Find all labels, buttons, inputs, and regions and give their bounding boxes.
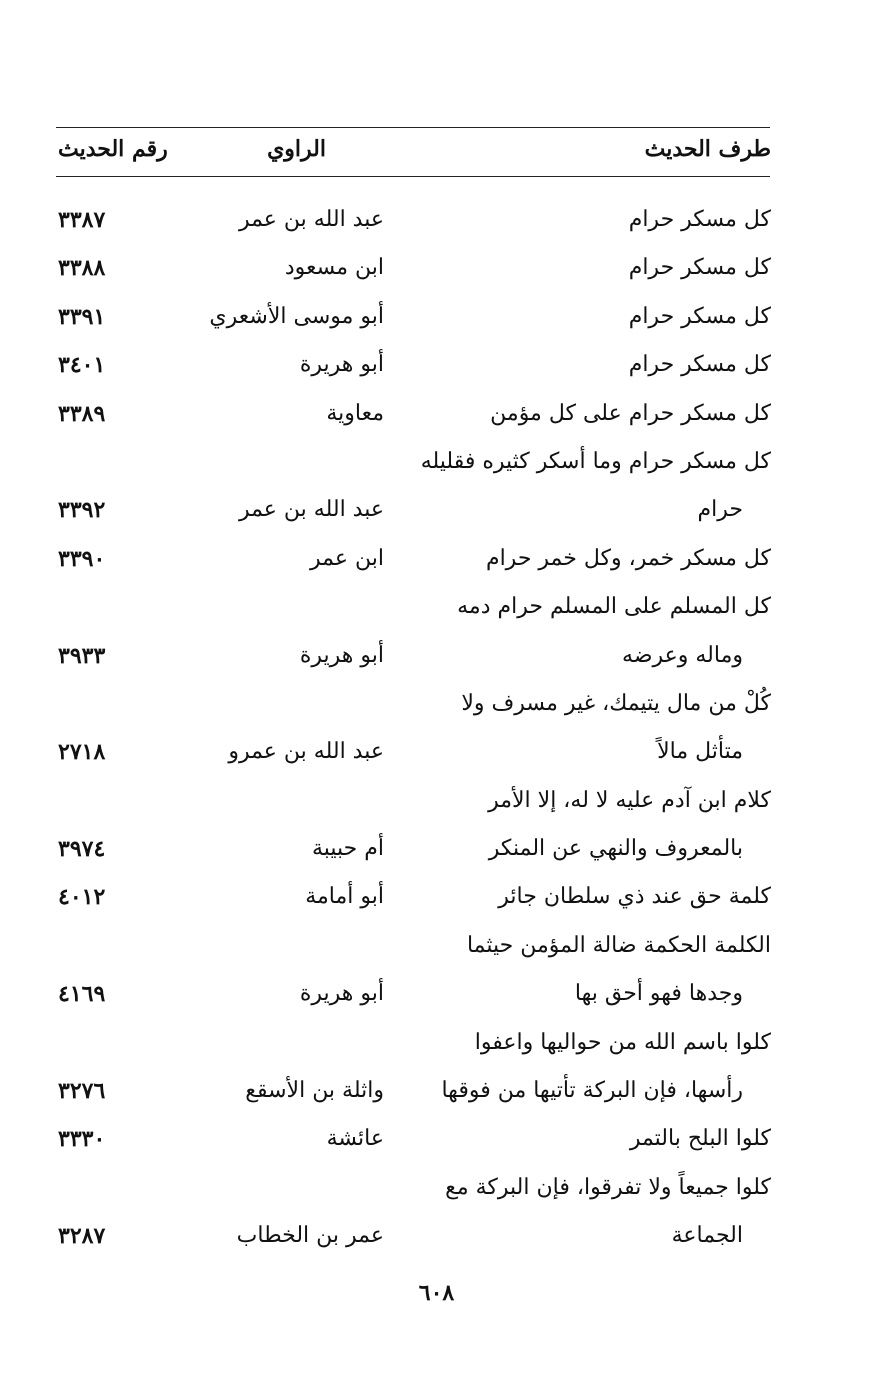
narrator bbox=[174, 583, 384, 631]
hadith-text: كلوا جميعاً ولا تفرقوا، فإن البركة مع bbox=[445, 1174, 771, 1200]
hadith-text: الكلمة الحكمة ضالة المؤمن حيثما bbox=[466, 932, 771, 958]
narrator bbox=[174, 1164, 384, 1212]
hadith-number: ٢٧١٨ bbox=[58, 739, 106, 766]
narrator: أبو هريرة bbox=[299, 981, 384, 1007]
narrator: عبد الله بن عمر bbox=[238, 497, 384, 523]
hadith-text: كل مسكر خمر، وكل خمر حرام bbox=[485, 545, 771, 571]
narrator: عبد الله بن عمرو bbox=[228, 739, 384, 765]
header-hadith-number: رقم الحديث bbox=[58, 136, 168, 162]
hadith-text: كل مسكر حرام bbox=[628, 352, 771, 378]
hadith-number: ٤٠١٢ bbox=[58, 884, 106, 911]
hadith-text: كلام ابن آدم عليه لا له، إلا الأمر bbox=[488, 787, 771, 813]
header-hadith-text: طرف الحديث bbox=[644, 136, 771, 162]
hadith-text: كل مسكر حرام وما أسكر كثيره فقليله bbox=[420, 448, 771, 474]
narrator bbox=[174, 680, 384, 728]
hadith-number: ٣٣٩٠ bbox=[58, 545, 106, 572]
hadith-text: وماله وعرضه bbox=[622, 642, 743, 668]
hadith-text: كلمة حق عند ذي سلطان جائر bbox=[498, 884, 771, 910]
hadith-text: كل مسكر حرام bbox=[628, 207, 771, 232]
hadith-number: ٣٣٨٧ bbox=[58, 207, 106, 233]
narrator: ابن عمر bbox=[310, 545, 384, 571]
narrator: عائشة bbox=[326, 1126, 384, 1152]
hadith-text: كل المسلم على المسلم حرام دمه bbox=[457, 594, 771, 620]
hadith-number bbox=[58, 438, 148, 486]
hadith-text: بالمعروف والنهي عن المنكر bbox=[488, 836, 743, 862]
narrator: أبو أمامة bbox=[305, 884, 384, 910]
narrator: أبو هريرة bbox=[299, 642, 384, 668]
narrator: أم حبيبة bbox=[311, 836, 384, 862]
hadith-text: كل مسكر حرام bbox=[628, 303, 771, 329]
hadith-number bbox=[58, 583, 148, 631]
hadith-text: كلوا البلح بالتمر bbox=[629, 1126, 771, 1152]
hadith-number: ٣٣٨٩ bbox=[58, 400, 106, 427]
narrator: واثلة بن الأسقع bbox=[245, 1078, 384, 1104]
hadith-number: ٣٣٣٠ bbox=[58, 1126, 106, 1153]
narrator: أبو موسى الأشعري bbox=[209, 303, 384, 329]
hadith-number bbox=[58, 680, 148, 728]
narrator: عمر بن الخطاب bbox=[236, 1223, 384, 1249]
hadith-text: حرام bbox=[697, 497, 743, 523]
hadith-number: ٣٢٨٧ bbox=[58, 1223, 106, 1250]
narrator: ابن مسعود bbox=[284, 255, 384, 281]
narrator: عبد الله بن عمر bbox=[238, 207, 384, 232]
page-number: ٦٠٨ bbox=[418, 1280, 455, 1306]
hadith-number: ٣٣٩١ bbox=[58, 303, 106, 330]
narrator bbox=[174, 438, 384, 486]
top-rule bbox=[56, 127, 770, 128]
hadith-text: رأسها، فإن البركة تأتيها من فوقها bbox=[441, 1078, 743, 1104]
hadith-number: ٣٩٧٤ bbox=[58, 836, 106, 863]
hadith-number: ٣٢٧٦ bbox=[58, 1078, 106, 1105]
hadith-number bbox=[58, 1164, 148, 1212]
hadith-number bbox=[58, 1019, 148, 1067]
narrator bbox=[174, 1019, 384, 1067]
hadith-text: كل مسكر حرام على كل مؤمن bbox=[490, 400, 771, 426]
hadith-number: ٤١٦٩ bbox=[58, 981, 106, 1008]
narrator-column bbox=[174, 196, 384, 1261]
hadith-number-column bbox=[58, 196, 148, 1261]
hadith-number: ٣٣٨٨ bbox=[58, 255, 106, 282]
header-rule bbox=[56, 176, 770, 177]
hadith-number: ٣٣٩٢ bbox=[58, 497, 106, 524]
hadith-number: ٣٩٣٣ bbox=[58, 642, 106, 669]
narrator: أبو هريرة bbox=[299, 352, 384, 378]
narrator: معاوية bbox=[326, 400, 384, 426]
narrator bbox=[174, 922, 384, 970]
hadith-text: كل مسكر حرام bbox=[628, 255, 771, 281]
hadith-text: كلوا باسم الله من حواليها واعفوا bbox=[474, 1029, 771, 1055]
hadith-text: وجدها فهو أحق بها bbox=[574, 981, 743, 1007]
narrator bbox=[174, 777, 384, 825]
header-narrator: الراوي bbox=[267, 136, 326, 162]
hadith-number: ٣٤٠١ bbox=[58, 352, 106, 379]
hadith-number bbox=[58, 777, 148, 825]
hadith-text-column bbox=[411, 196, 771, 1261]
hadith-text: متأثل مالاً bbox=[657, 739, 743, 765]
hadith-text: الجماعة bbox=[671, 1223, 743, 1249]
hadith-text: كُلْ من مال يتيمك، غير مسرف ولا bbox=[461, 690, 771, 716]
hadith-number bbox=[58, 922, 148, 970]
